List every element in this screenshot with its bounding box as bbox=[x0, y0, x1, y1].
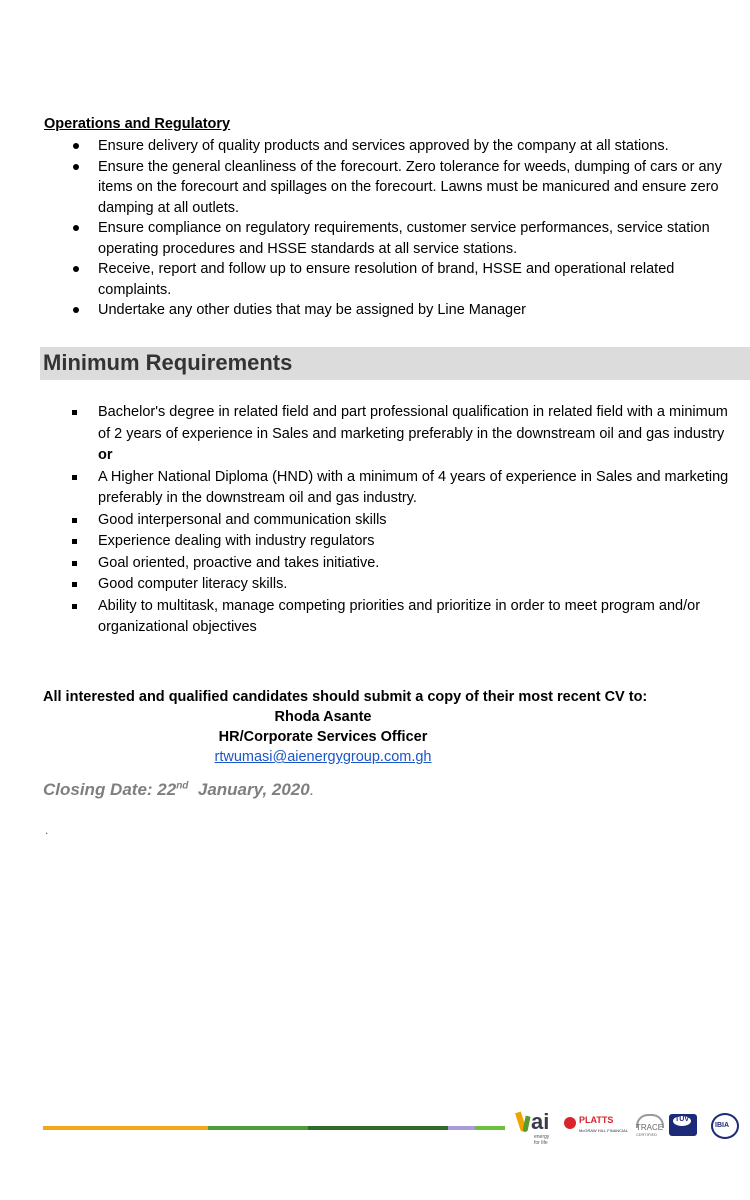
footer-bar-segment bbox=[448, 1126, 475, 1130]
square-bullet-icon bbox=[72, 410, 77, 415]
footer-color-bar bbox=[43, 1126, 505, 1130]
list-item: Goal oriented, proactive and takes initiative. bbox=[0, 553, 750, 575]
square-bullet-icon bbox=[72, 475, 77, 480]
list-item: Ability to multitask, manage competing priorities and prioritize in order to meet program and/or organizational objectives bbox=[0, 596, 750, 639]
bullet-icon bbox=[73, 164, 79, 170]
footer-bar-segment bbox=[308, 1126, 448, 1130]
trace-certified-logo: TRACE CERTIFIED bbox=[634, 1114, 662, 1138]
stray-period: . bbox=[45, 823, 49, 837]
bullet-icon bbox=[73, 266, 79, 272]
list-item: Good computer literacy skills. bbox=[0, 574, 750, 596]
contact-block bbox=[43, 707, 603, 767]
list-item: Receive, report and follow up to ensure resolution of brand, HSSE and operational related complaints. bbox=[0, 259, 750, 300]
square-bullet-icon bbox=[72, 518, 77, 523]
bullet-icon bbox=[73, 143, 79, 149]
or-connector: or bbox=[98, 447, 113, 463]
contact-title: HR/Corporate Services Officer bbox=[218, 729, 428, 745]
list-item: Experience dealing with industry regulators bbox=[0, 531, 750, 553]
tuv-logo: TÜV bbox=[669, 1114, 697, 1136]
list-item: Good interpersonal and communication skills bbox=[0, 510, 750, 532]
operations-list bbox=[0, 136, 750, 321]
footer-bar-segment bbox=[475, 1126, 505, 1130]
square-bullet-icon bbox=[72, 561, 77, 566]
list-item: A Higher National Diploma (HND) with a minimum of 4 years of experience in Sales and marketing preferably in the downstream oil and gas industry. bbox=[0, 467, 750, 510]
footer-bar-segment bbox=[208, 1126, 308, 1130]
bullet-icon bbox=[73, 307, 79, 313]
bullet-icon bbox=[73, 225, 79, 231]
list-item: Ensure the general cleanliness of the forecourt. Zero tolerance for weeds, dumping of cars or any items on the forecourt and spillages on the forecourt. Lawns must be manicured and ensure zero damping at all outlets. bbox=[0, 157, 750, 219]
requirements-title: Minimum Requirements bbox=[43, 350, 293, 375]
footer-bar-segment bbox=[43, 1126, 208, 1130]
square-bullet-icon bbox=[72, 539, 77, 544]
platts-logo: PLATTS McGRAW HILL FINANCIAL bbox=[564, 1115, 626, 1137]
list-item: Ensure compliance on regulatory requirements, customer service performances, service station operating procedures and HSSE standards at all service stations. bbox=[0, 218, 750, 259]
operations-heading: Operations and Regulatory bbox=[44, 116, 231, 132]
closing-date: Closing Date: 22nd January, 2020. bbox=[43, 780, 315, 799]
list-item: Undertake any other duties that may be assigned by Line Manager bbox=[0, 300, 750, 321]
square-bullet-icon bbox=[72, 582, 77, 587]
requirements-list bbox=[0, 402, 750, 639]
application-instruction: All interested and qualified candidates should submit a copy of their most recent CV to: bbox=[43, 689, 648, 705]
ibia-logo: IBIA bbox=[711, 1113, 739, 1139]
footer-logos bbox=[514, 1106, 750, 1146]
ai-energy-logo: ai energy for life bbox=[518, 1106, 552, 1140]
contact-email-link[interactable]: rtwumasi@aienergygroup.com.gh bbox=[214, 749, 432, 765]
list-item: Ensure delivery of quality products and services approved by the company at all stations. bbox=[0, 136, 750, 157]
square-bullet-icon bbox=[72, 604, 77, 609]
contact-name: Rhoda Asante bbox=[274, 709, 372, 725]
list-item: Bachelor's degree in related field and part professional qualification in related field with a minimum of 2 years of experience in Sales and marketing preferably in the downstream oil and gas industry or bbox=[0, 402, 750, 467]
